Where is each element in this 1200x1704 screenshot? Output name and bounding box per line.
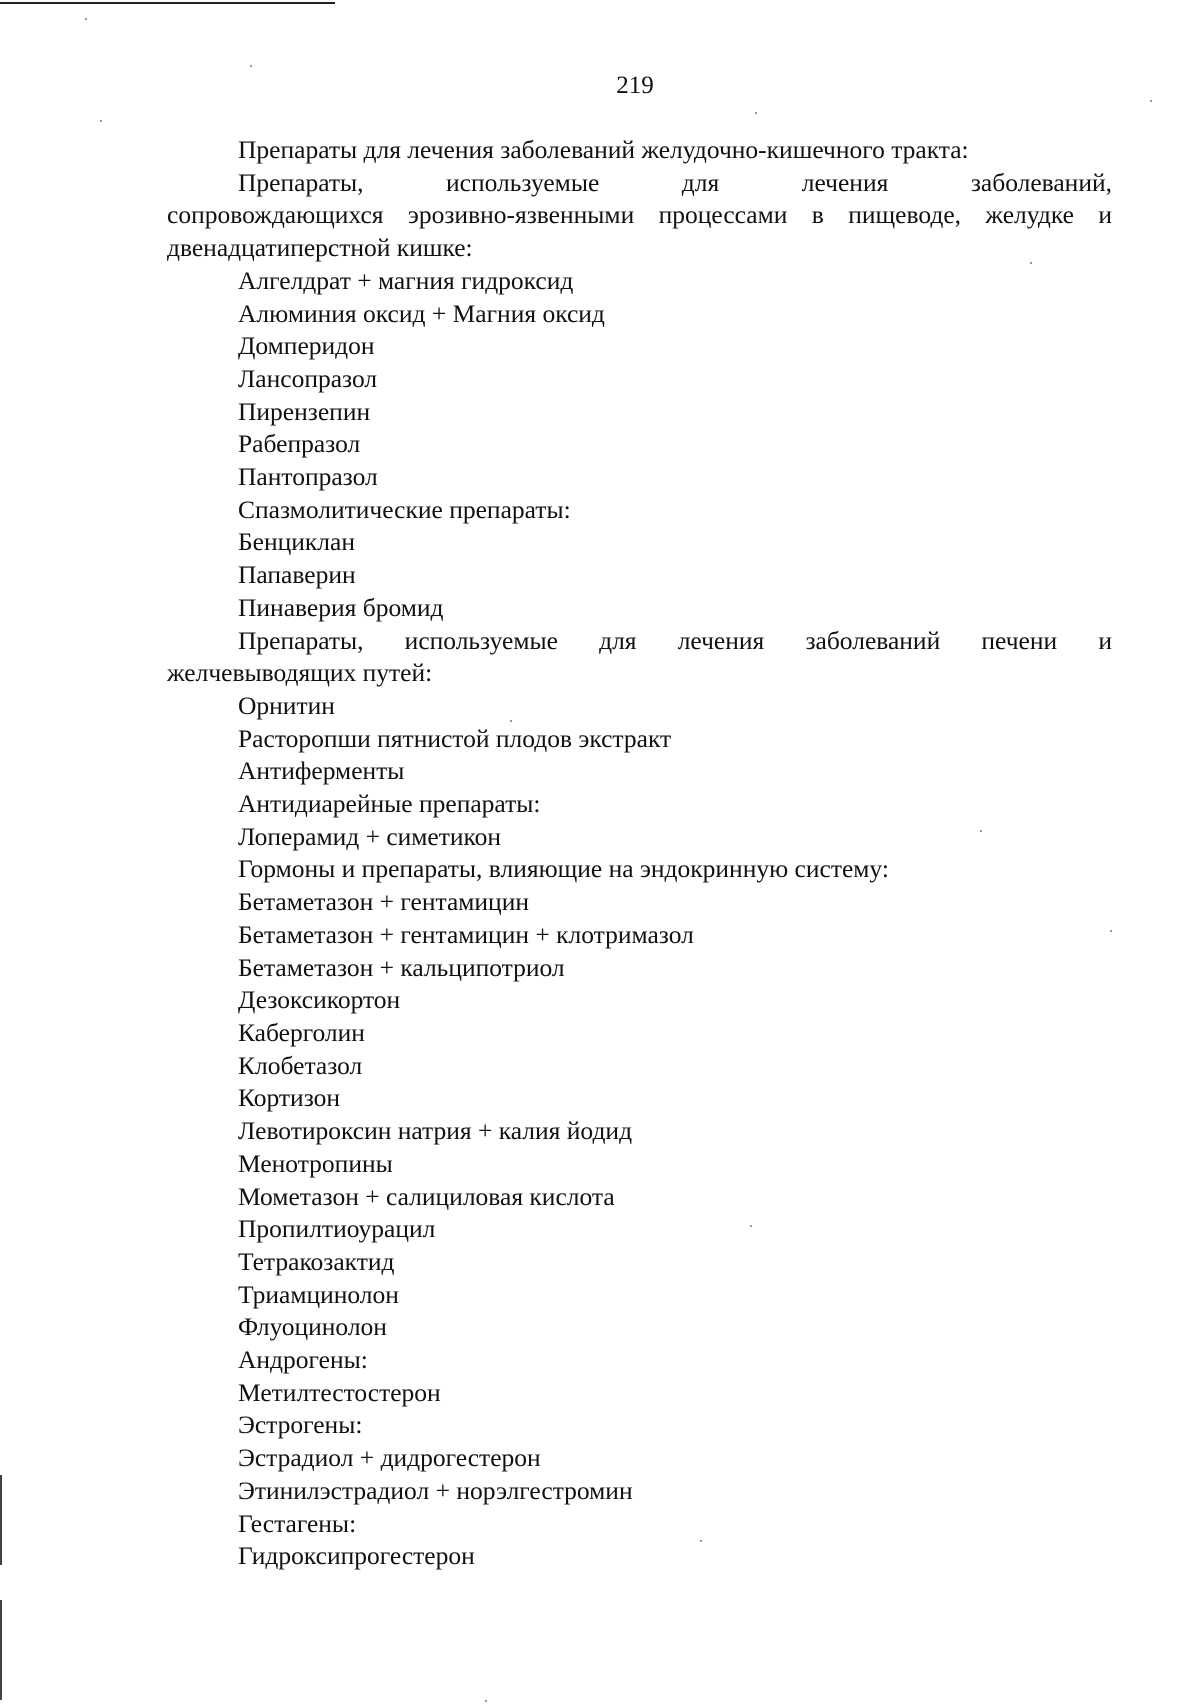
list-item: Лансопразол <box>238 363 378 393</box>
scan-speck <box>485 1700 487 1702</box>
list-item: Рабепразол <box>238 429 361 459</box>
list-item: Этинилэстрадиол + норэлгестромин <box>238 1475 633 1505</box>
list-item: Лоперамид + симетикон <box>238 821 502 851</box>
list-item: Бенциклан <box>238 527 355 557</box>
list-item: Препараты для лечения заболеваний желудочно-кишечного тракта: <box>238 135 969 164</box>
list-item: Андрогены: <box>238 1345 368 1375</box>
list-item: Гидроксипрогестерон <box>238 1541 475 1571</box>
list-item: Орнитин <box>238 690 335 720</box>
paragraph <box>167 167 1112 265</box>
list-item: Левотироксин натрия + калия йодид <box>238 1116 633 1146</box>
list-item: Бетаметазон + кальципотриол <box>238 952 565 982</box>
paragraph-line: сопровождающихся эрозивно-язвенными процессами в пищеводе, желудке и <box>167 200 1112 230</box>
list-item: Метилтестостерон <box>238 1377 441 1407</box>
page-number: 219 <box>616 72 654 99</box>
document-body <box>167 134 1112 1573</box>
scan-speck <box>100 120 102 122</box>
list-item: Бетаметазон + гентамицин <box>238 887 529 917</box>
list-item: Пропилтиоурацил <box>238 1214 436 1244</box>
list-item: Пирензепин <box>238 396 371 426</box>
list-item: Домперидон <box>238 331 375 361</box>
list-item: Гестагены: <box>238 1508 357 1538</box>
list-item: Дезоксикортон <box>238 985 401 1015</box>
paragraph-first-line: Препараты, используемые для лечения заболеваний, <box>238 167 1112 197</box>
list-item: Кортизон <box>238 1083 341 1113</box>
paragraph-first-line: Препараты, используемые для лечения заболеваний печени и <box>238 625 1112 655</box>
list-item: Эстрогены: <box>238 1410 363 1440</box>
list-item: Бетаметазон + гентамицин + клотримазол <box>238 919 694 949</box>
scan-top-rule <box>0 2 335 4</box>
scan-speck <box>85 18 87 20</box>
list-item: Флуоцинолон <box>238 1312 387 1342</box>
paragraph <box>167 625 1112 690</box>
list-item: Пантопразол <box>238 462 378 492</box>
scan-speck <box>250 65 252 67</box>
list-item: Эстрадиол + дидрогестерон <box>238 1443 541 1473</box>
list-item: Спазмолитические препараты: <box>238 494 571 524</box>
list-item: Антиферменты <box>238 756 405 786</box>
list-item: Клобетазол <box>238 1050 363 1080</box>
list-item: Алгелдрат + магния гидроксид <box>238 265 574 295</box>
list-item: Гормоны и препараты, влияющие на эндокринную систему: <box>238 854 889 884</box>
list-item: Папаверин <box>238 560 356 590</box>
scan-speck <box>755 112 757 114</box>
list-item: Каберголин <box>238 1017 365 1047</box>
list-item: Пинаверия бромид <box>238 592 444 622</box>
list-item: Мометазон + салициловая кислота <box>238 1181 615 1211</box>
list-item: Расторопши пятнистой плодов экстракт <box>238 723 672 753</box>
paragraph-line: двенадцатиперстной кишке: <box>167 233 473 263</box>
list-item: Тетракозактид <box>238 1246 395 1276</box>
list-item: Антидиарейные препараты: <box>238 789 541 819</box>
paragraph-line: желчевыводящих путей: <box>167 658 433 688</box>
scan-left-edge-mark <box>0 1600 2 1700</box>
list-item: Менотропины <box>238 1148 393 1178</box>
scan-left-edge-mark <box>0 1475 2 1565</box>
list-item: Алюминия оксид + Магния оксид <box>238 298 605 328</box>
list-item: Триамцинолон <box>238 1279 399 1309</box>
